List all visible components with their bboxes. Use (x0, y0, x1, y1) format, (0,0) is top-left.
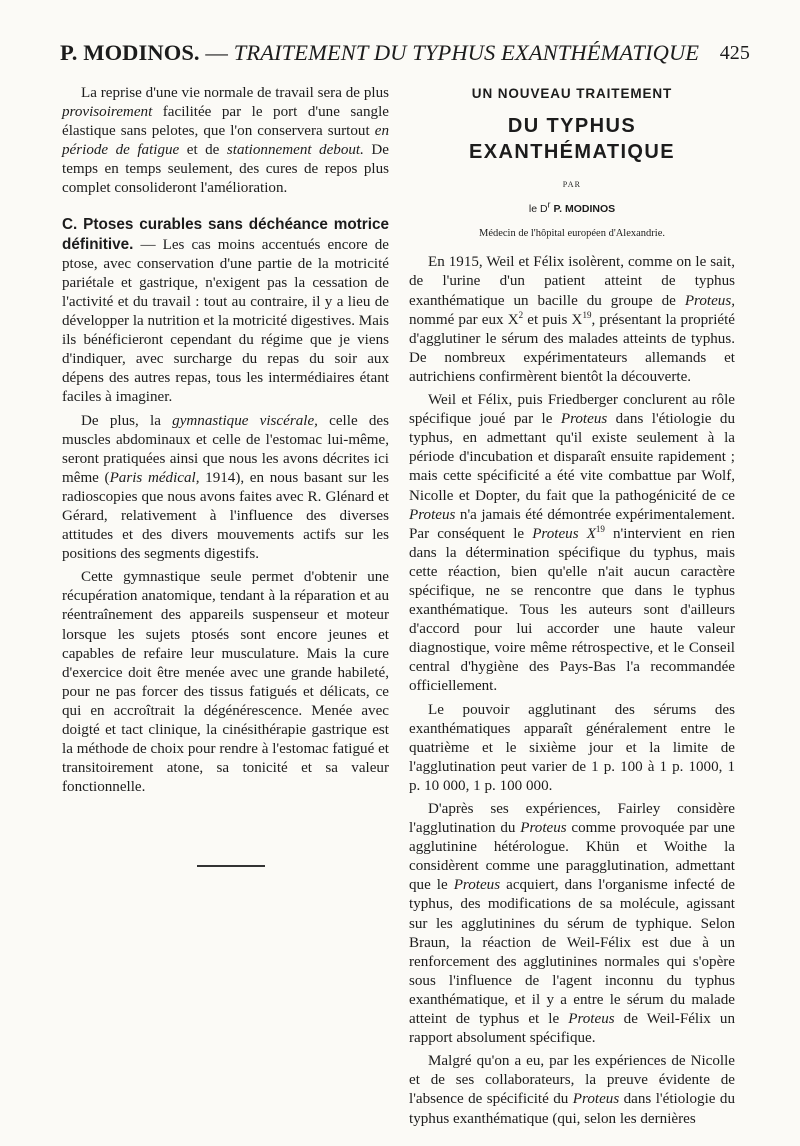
right-column (409, 84, 735, 1133)
right-paragraph-2: Weil et Félix, puis Friedberger conclurent au rôle spécifique joué par le Proteus dans l'étiologie du typhus, en admettant qu'il existe seulement à la période d'incubation et disparaît ensuite rapidement ; mais cette spécificité a été vite combattue par Wolf, Nicolle et Dopter, du fait que la pathogénicité de ce Proteus n'a jamais été démontrée expérimentalement. Par conséquent le Proteus $X^{19}$ n'intervient en rien dans la détermination spécifique du typhus, mais cette réaction, bien qu'elle n'ait aucun caractère spécifique, ne se rencontre que dans le typhus exanthématique. Tous les auteurs sont d'ailleurs d'accord pour lui accorder une haute valeur diagnostique, voire même rétrospective, et le Conseil central d'hygiène des Pays-Bas l'a recommandée officiellement. (409, 392, 736, 695)
right-paragraph-5: Malgré qu'on a eu, par les expériences de Nicolle et de ses collaborateurs, la preuve évidente de l'absence de spécificité du Proteus dans l'étiologie du typhus exanthématique (qui, selon les dernières (409, 1053, 735, 1127)
running-head-dash: — (205, 40, 229, 65)
section-c-heading: C. Ptoses curables sans déchéance motrice définitive. (62, 215, 389, 253)
running-head (60, 38, 750, 68)
left-paragraph-1: La reprise d'une vie normale de travail sera de plus provisoirement facilitée par le port d'une sangle élastique sans pelotes, que l'on conservera surtout en période de fatigue et de stationnement debout. De temps en temps seulement, des cures de repos plus complet consolideront l'amélioration. (62, 85, 389, 197)
running-head-author: P. MODINOS. (60, 40, 200, 65)
running-head-title: TRAITEMENT DU TYPHUS EXANTHÉMATIQUE (233, 40, 700, 65)
right-paragraph-1: En 1915, Weil et Félix isolèrent, comme on le sait, de l'urine d'un patient atteint de typhus exanthématique un bacille du groupe de Proteus, nommé par eux $X^2$ et puis $X^{19}$, présentant la propriété d'agglutiner le sérum des malades atteints de typhus. De nombreux expérimentateurs allemands et autrichiens confirmèrent bientôt la découverte. (409, 254, 735, 385)
right-paragraph-4: D'après ses expériences, Fairley considère l'agglutination du Proteus comme provoquée par une agglutinine hétérologue. Khün et Woithe la considèrent comme une paragglutination, admettant que le Proteus acquiert, dans l'organisme infecté de typhus, des modifications de sa molécule, agissant sur les agglutinines du sérum de typhique. Selon Braun, la réaction de Weil-Félix est due à un renforcement des agglutinines normales qui s'opère sous l'influence de l'agent inconnu du typhus exanthématique, et il y a entre le sérum du malade atteint de typhus et le Proteus de Weil-Félix un rapport absolument spécifique. (409, 801, 736, 1047)
article-byline: le $D^r$ P. MODINOS (528, 199, 616, 216)
left-paragraph-3: De plus, la gymnastique viscérale, celle des muscles abdominaux et celle de l'estomac lui-même, seront pratiquées ainsi que nous les avons décrites ici même (Paris médical, 1914), en nous basant sur les radioscopies que nous avons faites avec R. Glénard et Gérard, relativement à l'influence des diverses attitudes et des divers mouvements actifs sur les positions des segments digestifs. (62, 412, 389, 563)
left-column (62, 84, 389, 867)
article-title-block (409, 84, 735, 243)
article-title-line-2: EXANTHÉMATIQUE (469, 141, 675, 164)
page-number: 425 (719, 42, 750, 64)
section-c-paragraph: C. Ptoses curables sans déchéance motrice définitive. — Les cas moins accentués encore de ptose, avec conservation d'une partie de la motricité pariétale et gastrique, n'exigent pas la cessation de l'activité et du travail : tout au contraire, il y a lieu de développer la nutrition et la motricité digestives. Mais ils bénéficieront cependant du régime que je viens d'indiquer, avec surcharge du repas du soir aux dépens des autres repas, tous les intermédiaires étant faciles à imaginer. (62, 215, 389, 406)
article-title-line-1: DU TYPHUS (507, 115, 637, 138)
right-paragraph-3: Le pouvoir agglutinant des sérums des exanthématiques apparaît généralement entre le quatrième et le sixième jour et la limite de l'agglutination peut varier de 1 p. 100 à 1 p. 1000, 1 p. 10 000, 1 p. 100 000. (409, 701, 735, 794)
section-end-rule (197, 865, 265, 867)
left-paragraph-4: Cette gymnastique seule permet d'obtenir une récupération anatomique, tendant à la réparation et au réentraînement des appareils suspenseur et moteur lorsque les sujets ptosés sont encore jeunes et capables de refaire leur musculature. Mais la cure d'exercice doit être menée avec une grande habileté, pour ne pas forcer des tissus fatigués et délicats, ce qui en accroîtrait la dégénérescence. Menée avec doigté et tact clinique, la cinésithérapie gastrique est la méthode de choix pour rendre à l'estomac fatigué et transitoirement atone, sa tonicité et sa valeur fonctionnelle. (62, 569, 389, 796)
article-affiliation: Médecin de l'hôpital européen d'Alexandrie. (478, 228, 665, 240)
article-par: PAR (562, 180, 582, 190)
article-kicker: UN NOUVEAU TRAITEMENT (471, 86, 673, 101)
